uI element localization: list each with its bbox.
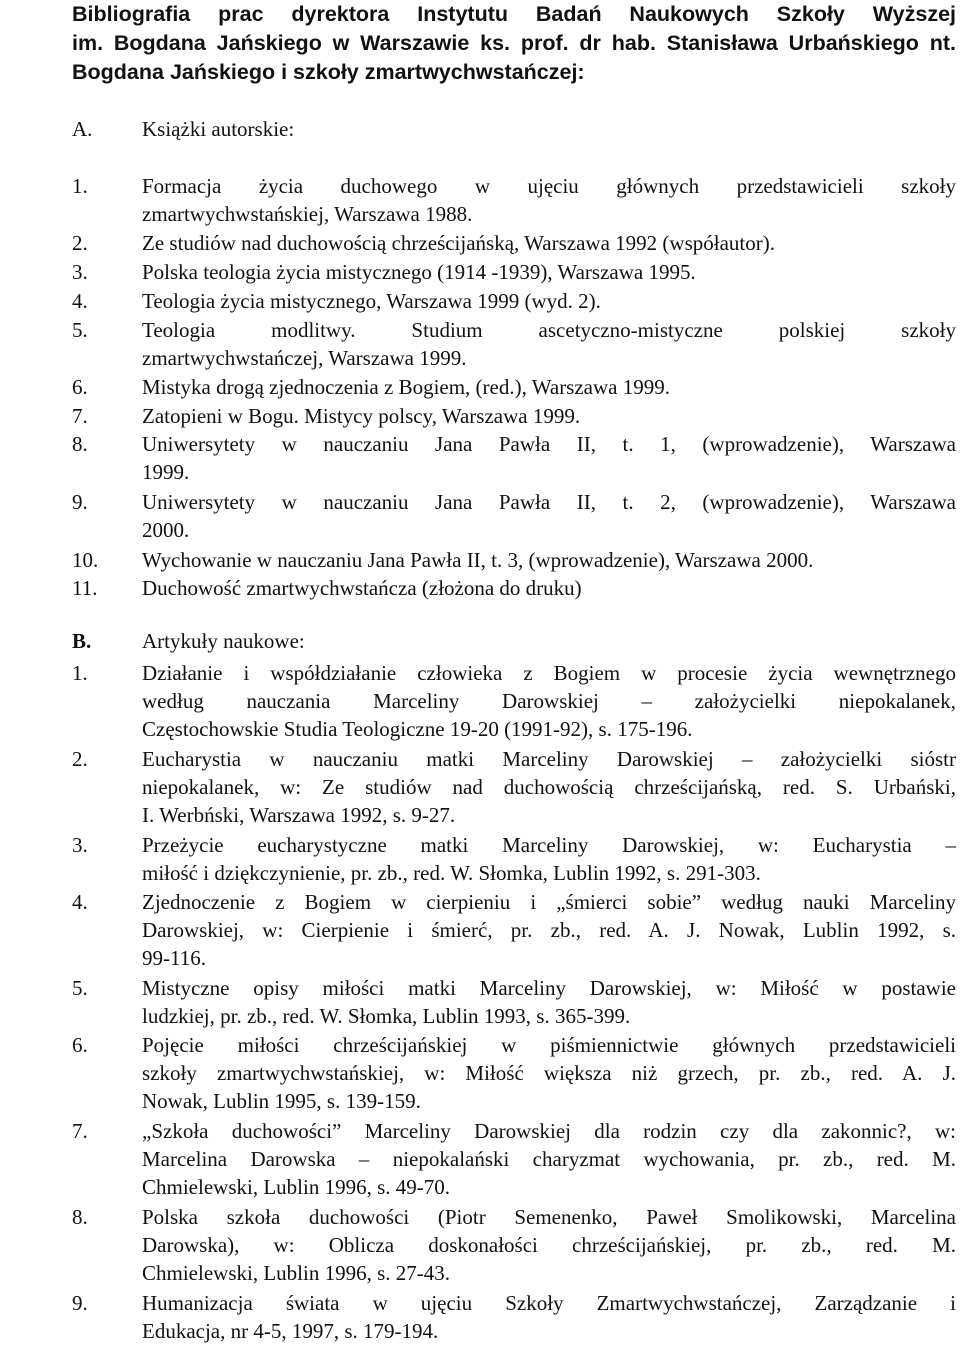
section-b-title: Artykuły naukowe: <box>142 629 305 653</box>
item-line: Częstochowskie Studia Teologiczne 19-20 (1991-92), s. 175-196. <box>142 717 693 741</box>
section-b-label: B. <box>72 629 92 653</box>
list-item <box>72 229 956 257</box>
section-a-title: Książki autorskie: <box>142 117 295 141</box>
list-item <box>72 430 956 486</box>
item-number: 11. <box>72 576 98 600</box>
item-line: Polska teologia życia mistycznego (1914 -1939), Warszawa 1995. <box>142 260 696 284</box>
list-item <box>72 974 956 1030</box>
list-item <box>72 745 956 829</box>
list-item <box>72 831 956 887</box>
item-number: 1. <box>72 174 88 198</box>
item-line: miłość i dziękczynienie, pr. zb., red. W. Słomka, Lublin 1992, s. 291-303. <box>142 861 761 885</box>
item-number: 9. <box>72 490 88 514</box>
item-line: 99-116. <box>142 946 206 970</box>
item-line: Teologia modlitwy. Studium ascetyczno-mistyczne polskiej szkoły <box>142 318 956 342</box>
item-text <box>142 659 956 743</box>
item-line: Polska szkoła duchowości (Piotr Semenenko, Paweł Smolikowski, Marcelina <box>142 1205 956 1229</box>
item-number: 5. <box>72 976 88 1000</box>
item-text <box>142 745 956 829</box>
item-line: 1999. <box>142 460 190 484</box>
item-text <box>142 1031 956 1115</box>
item-text <box>142 172 956 228</box>
list-item <box>72 1117 956 1201</box>
item-number: 3. <box>72 260 88 284</box>
item-line: Mistyka drogą zjednoczenia z Bogiem, (red.), Warszawa 1999. <box>142 375 670 399</box>
item-text <box>142 1117 956 1201</box>
item-number: 5. <box>72 318 88 342</box>
item-number: 2. <box>72 747 88 771</box>
item-line: według nauczania Marceliny Darowskiej – założycielki niepokalanek, <box>142 689 956 713</box>
item-text <box>142 974 956 1030</box>
list-item <box>72 488 956 544</box>
item-line: Darowska), w: Oblicza doskonałości chrześcijańskiej, pr. zb., red. M. <box>142 1233 956 1257</box>
item-line: „Szkoła duchowości” Marceliny Darowskiej dla rodzin czy dla zakonnic?, w: <box>142 1119 956 1143</box>
item-line: Humanizacja świata w ujęciu Szkoły Zmartwychwstańczej, Zarządzanie i <box>142 1291 956 1315</box>
list-item <box>72 1289 956 1345</box>
item-number: 8. <box>72 432 88 456</box>
item-line: Nowak, Lublin 1995, s. 139-159. <box>142 1089 421 1113</box>
title-line: Bogdana Jańskiego i szkoły zmartwychwstańczej: <box>72 60 585 84</box>
item-line: Chmielewski, Lublin 1996, s. 49-70. <box>142 1175 450 1199</box>
list-item <box>72 574 956 602</box>
item-line: Zatopieni w Bogu. Mistycy polscy, Warszawa 1999. <box>142 404 581 428</box>
list-item <box>72 316 956 372</box>
list-item <box>72 287 956 315</box>
item-number: 6. <box>72 375 88 399</box>
item-line: Darowskiej, w: Cierpienie i śmierć, pr. zb., red. A. J. Nowak, Lublin 1992, s. <box>142 918 956 942</box>
item-number: 10. <box>72 548 99 572</box>
item-text <box>142 287 956 315</box>
item-line: zmartwychwstańskiej, Warszawa 1988. <box>142 202 473 226</box>
item-line: Działanie i współdziałanie człowieka z Bogiem w procesie życia wewnętrznego <box>142 661 956 685</box>
item-text <box>142 402 956 430</box>
item-line: szkoły zmartwychwstańskiej, w: Miłość większa niż grzech, pr. zb., red. A. J. <box>142 1061 956 1085</box>
item-text <box>142 574 956 602</box>
list-item <box>72 546 956 574</box>
item-text <box>142 258 956 286</box>
item-text <box>142 430 956 486</box>
item-text <box>142 373 956 401</box>
item-line: 2000. <box>142 518 190 542</box>
item-line: Pojęcie miłości chrześcijańskiej w piśmiennictwie głównych przedstawicieli <box>142 1033 956 1057</box>
list-item <box>72 172 956 228</box>
item-number: 6. <box>72 1033 88 1057</box>
item-line: zmartwychwstańczej, Warszawa 1999. <box>142 346 467 370</box>
item-line: niepokalanek, w: Ze studiów nad duchowością chrześcijańską, red. S. Urbański, <box>142 775 956 799</box>
item-line: Zjednoczenie z Bogiem w cierpieniu i „śmierci sobie” według nauki Marceliny <box>142 890 956 914</box>
item-line: I. Werbński, Warszawa 1992, s. 9-27. <box>142 803 456 827</box>
item-line: Formacja życia duchowego w ujęciu głównych przedstawicieli szkoły <box>142 174 956 198</box>
list-item <box>72 402 956 430</box>
title-line: im. Bogdana Jańskiego w Warszawie ks. prof. dr hab. Stanisława Urbańskiego nt. <box>72 31 956 55</box>
item-line: Uniwersytety w nauczaniu Jana Pawła II, t. 2, (wprowadzenie), Warszawa <box>142 490 956 514</box>
item-line: Eucharystia w nauczaniu matki Marceliny Darowskiej – założycielki sióstr <box>142 747 956 771</box>
item-line: Duchowość zmartwychwstańcza (złożona do druku) <box>142 576 582 600</box>
title-line: Bibliografia prac dyrektora Instytutu Badań Naukowych Szkoły Wyższej <box>72 2 956 26</box>
list-item <box>72 659 956 743</box>
list-item <box>72 888 956 972</box>
item-text <box>142 888 956 972</box>
item-line: Mistyczne opisy miłości matki Marceliny Darowskiej, w: Miłość w postawie <box>142 976 956 1000</box>
item-line: Chmielewski, Lublin 1996, s. 27-43. <box>142 1261 450 1285</box>
item-number: 3. <box>72 833 88 857</box>
item-number: 4. <box>72 890 88 914</box>
item-text <box>142 488 956 544</box>
list-item <box>72 258 956 286</box>
list-item <box>72 1031 956 1115</box>
item-number: 4. <box>72 289 88 313</box>
item-line: Uniwersytety w nauczaniu Jana Pawła II, t. 1, (wprowadzenie), Warszawa <box>142 432 956 456</box>
item-number: 7. <box>72 1119 88 1143</box>
item-line: Teologia życia mistycznego, Warszawa 1999 (wyd. 2). <box>142 289 601 313</box>
item-text <box>142 316 956 372</box>
item-text <box>142 546 956 574</box>
item-text <box>142 1203 956 1287</box>
item-number: 8. <box>72 1205 88 1229</box>
item-number: 2. <box>72 231 88 255</box>
list-item <box>72 1203 956 1287</box>
item-text <box>142 831 956 887</box>
item-number: 9. <box>72 1291 88 1315</box>
list-item <box>72 373 956 401</box>
item-line: Edukacja, nr 4-5, 1997, s. 179-194. <box>142 1319 439 1343</box>
item-text <box>142 1289 956 1345</box>
item-text <box>142 229 956 257</box>
item-number: 1. <box>72 661 88 685</box>
item-line: Ze studiów nad duchowością chrześcijańską, Warszawa 1992 (współautor). <box>142 231 775 255</box>
section-a-label: A. <box>72 117 93 141</box>
item-line: Marcelina Darowska – niepokalański charyzmat wychowania, pr. zb., red. M. <box>142 1147 956 1171</box>
item-line: ludzkiej, pr. zb., red. W. Słomka, Lublin 1993, s. 365-399. <box>142 1004 631 1028</box>
item-line: Wychowanie w nauczaniu Jana Pawła II, t. 3, (wprowadzenie), Warszawa 2000. <box>142 548 814 572</box>
item-line: Przeżycie eucharystyczne matki Marceliny Darowskiej, w: Eucharystia – <box>142 833 956 857</box>
item-number: 7. <box>72 404 88 428</box>
